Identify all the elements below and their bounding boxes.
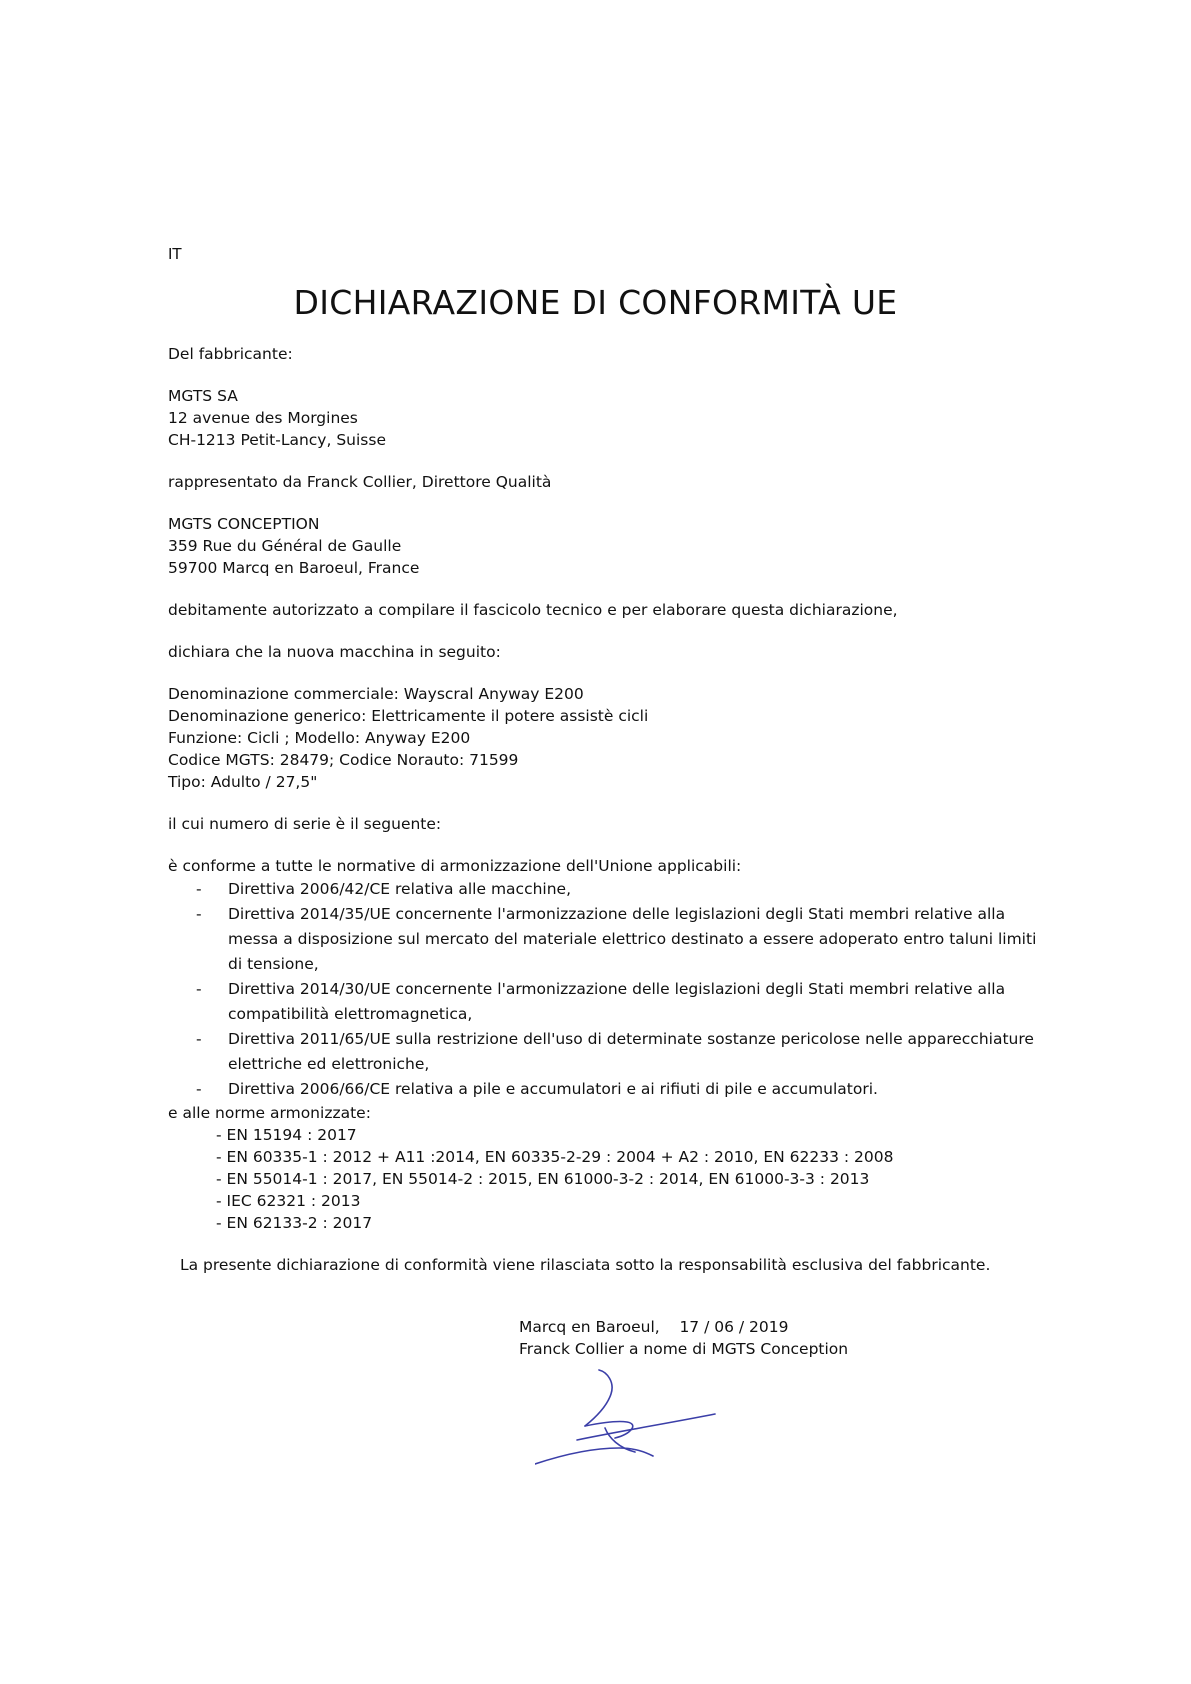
representative-address-line1: 359 Rue du Général de Gaulle xyxy=(168,537,402,555)
representative-address-line2: 59700 Marcq en Baroeul, France xyxy=(168,559,420,577)
product-generic-name: Denominazione generico: Elettricamente il potere assistè cicli xyxy=(168,707,649,725)
product-function-model: Funzione: Cicli ; Modello: Anyway E200 xyxy=(168,729,471,747)
manufacturer-label: Del fabbricante: xyxy=(168,345,293,363)
manufacturer-address-line1: 12 avenue des Morgines xyxy=(168,409,358,427)
language-code: IT xyxy=(168,245,182,263)
list-item: - EN 55014-1 : 2017, EN 55014-2 : 2015, EN 61000-3-2 : 2014, EN 61000-3-3 : 2013 xyxy=(216,1170,870,1188)
place-date xyxy=(519,1316,848,1338)
representative-name: MGTS CONCEPTION xyxy=(168,515,320,533)
norms-list xyxy=(168,1124,1048,1234)
serial-number-text: il cui numero di serie è il seguente: xyxy=(168,815,442,833)
list-item: - EN 62133-2 : 2017 xyxy=(216,1214,373,1232)
signatory-name: Franck Collier a nome di MGTS Conception xyxy=(519,1340,849,1358)
handwritten-signature xyxy=(535,1362,735,1472)
list-item: - EN 60335-1 : 2012 + A11 :2014, EN 60335-2-29 : 2004 + A2 : 2010, EN 62233 : 2008 xyxy=(216,1148,894,1166)
product-commercial-name: Denominazione commerciale: Wayscral Anyway E200 xyxy=(168,685,584,703)
representative-address xyxy=(168,513,1048,579)
signature-block xyxy=(519,1316,848,1360)
represented-by: rappresentato da Franck Collier, Direttore Qualità xyxy=(168,473,552,491)
product-details xyxy=(168,683,1048,793)
manufacturer-name: MGTS SA xyxy=(168,387,238,405)
product-codes: Codice MGTS: 28479; Codice Norauto: 71599 xyxy=(168,751,519,769)
list-item: - EN 15194 : 2017 xyxy=(216,1126,357,1144)
product-type: Tipo: Adulto / 27,5" xyxy=(168,773,318,791)
signature-place: Marcq en Baroeul, xyxy=(519,1318,660,1336)
norms-intro: e alle norme armonizzate: xyxy=(168,1104,371,1122)
declares-text: dichiara che la nuova macchina in seguito: xyxy=(168,643,501,661)
manufacturer-address-line2: CH-1213 Petit-Lancy, Suisse xyxy=(168,431,386,449)
list-item: - Direttiva 2011/65/UE sulla restrizione dell'uso di determinate sostanze pericolose nelle apparecchiature elettriche ed elettroniche, xyxy=(196,1030,1034,1073)
list-item: - Direttiva 2014/30/UE concernente l'armonizzazione delle legislazioni degli Stati membri relative alla compatibilità elettromagnetica, xyxy=(196,980,1006,1023)
signature-date: 17 / 06 / 2019 xyxy=(679,1318,789,1336)
list-item: - Direttiva 2006/66/CE relativa a pile e accumulatori e ai rifiuti di pile e accumulatori. xyxy=(196,1080,878,1098)
authorized-text: debitamente autorizzato a compilare il fascicolo tecnico e per elaborare questa dichiarazione, xyxy=(168,601,898,619)
list-item: - IEC 62321 : 2013 xyxy=(216,1192,361,1210)
page-title: DICHIARAZIONE DI CONFORMITÀ UE xyxy=(293,283,898,322)
list-item: - Direttiva 2006/42/CE relativa alle macchine, xyxy=(196,880,572,898)
document-body xyxy=(168,343,1048,1276)
conformity-intro: è conforme a tutte le normative di armonizzazione dell'Unione applicabili: xyxy=(168,857,742,875)
closing-statement: La presente dichiarazione di conformità viene rilasciata sotto la responsabilità esclusiva del fabbricante. xyxy=(180,1256,991,1274)
directives-list xyxy=(168,877,1048,1102)
manufacturer-address xyxy=(168,385,1048,451)
list-item: - Direttiva 2014/35/UE concernente l'armonizzazione delle legislazioni degli Stati membri relative alla messa a disposizione sul mercato del materiale elettrico destinato a essere adoperato entro taluni limiti di tensione, xyxy=(196,905,1037,973)
